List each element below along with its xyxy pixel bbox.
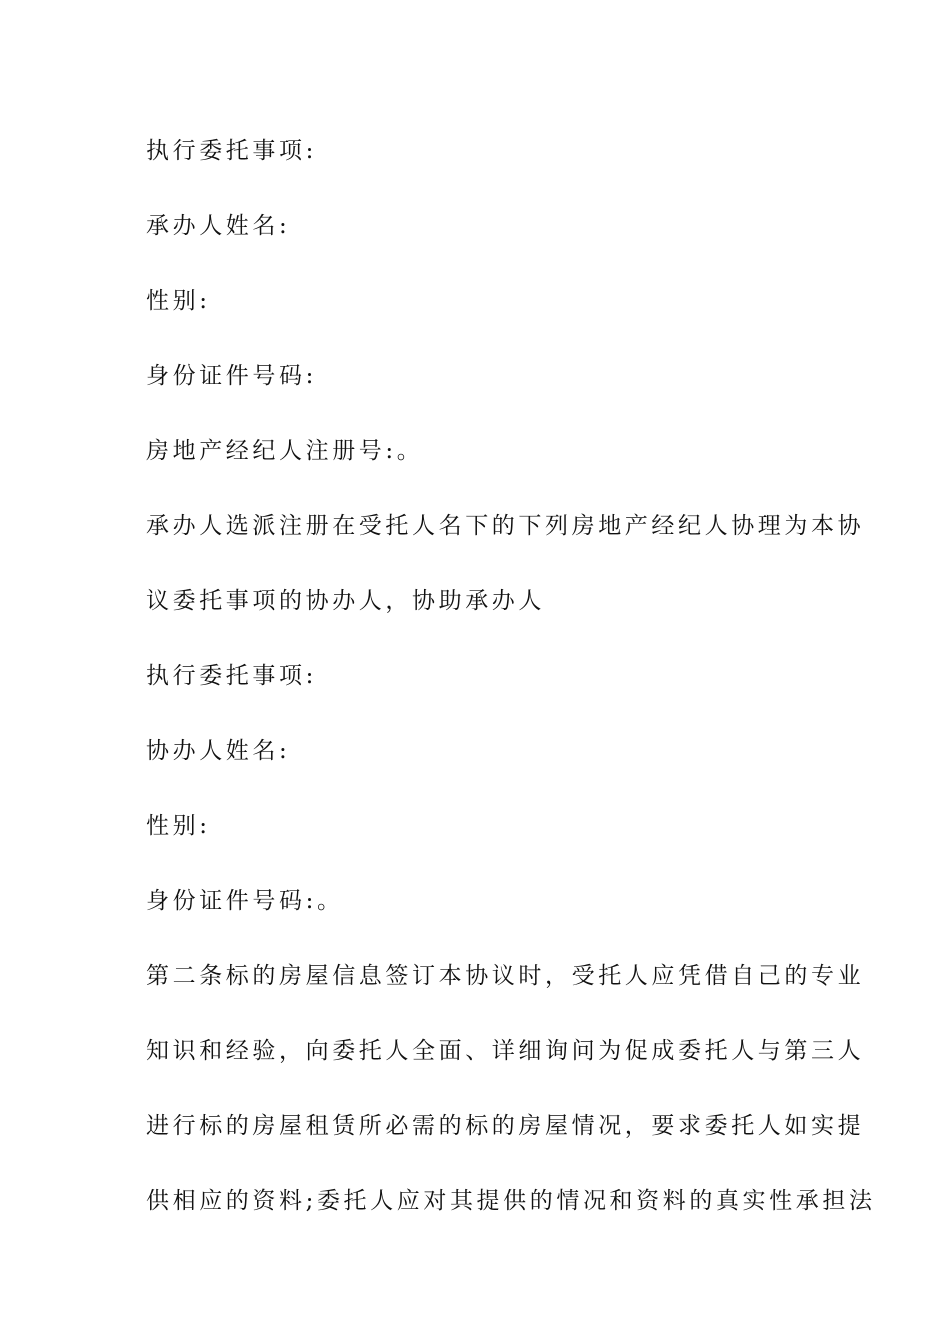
paragraph-line: 议委托事项的协办人，协助承办人: [146, 588, 545, 614]
field-assistant-gender: 性别:: [146, 813, 211, 839]
paragraph-line: 承办人选派注册在受托人名下的下列房地产经纪人协理为本协: [146, 513, 865, 539]
field-handler-gender: 性别:: [146, 288, 211, 314]
field-entrusted-matters: 执行委托事项:: [146, 138, 317, 164]
paragraph-line: 知识和经验，向委托人全面、详细询问为促成委托人与第三人: [146, 1038, 865, 1064]
paragraph-line: 供相应的资料;委托人应对其提供的情况和资料的真实性承担法: [146, 1188, 876, 1214]
field-handler-name: 承办人姓名:: [146, 213, 291, 239]
field-assistant-name: 协办人姓名:: [146, 738, 291, 764]
field-handler-id-number: 身份证件号码:: [146, 363, 317, 389]
field-assistant-id-number: 身份证件号码:。: [146, 888, 344, 914]
paragraph-line: 进行标的房屋租赁所必需的标的房屋情况，要求委托人如实提: [146, 1113, 865, 1139]
field-entrusted-matters: 执行委托事项:: [146, 663, 317, 689]
paragraph-line: 第二条标的房屋信息签订本协议时，受托人应凭借自己的专业: [146, 963, 865, 989]
field-agent-registration-number: 房地产经纪人注册号:。: [146, 438, 424, 464]
